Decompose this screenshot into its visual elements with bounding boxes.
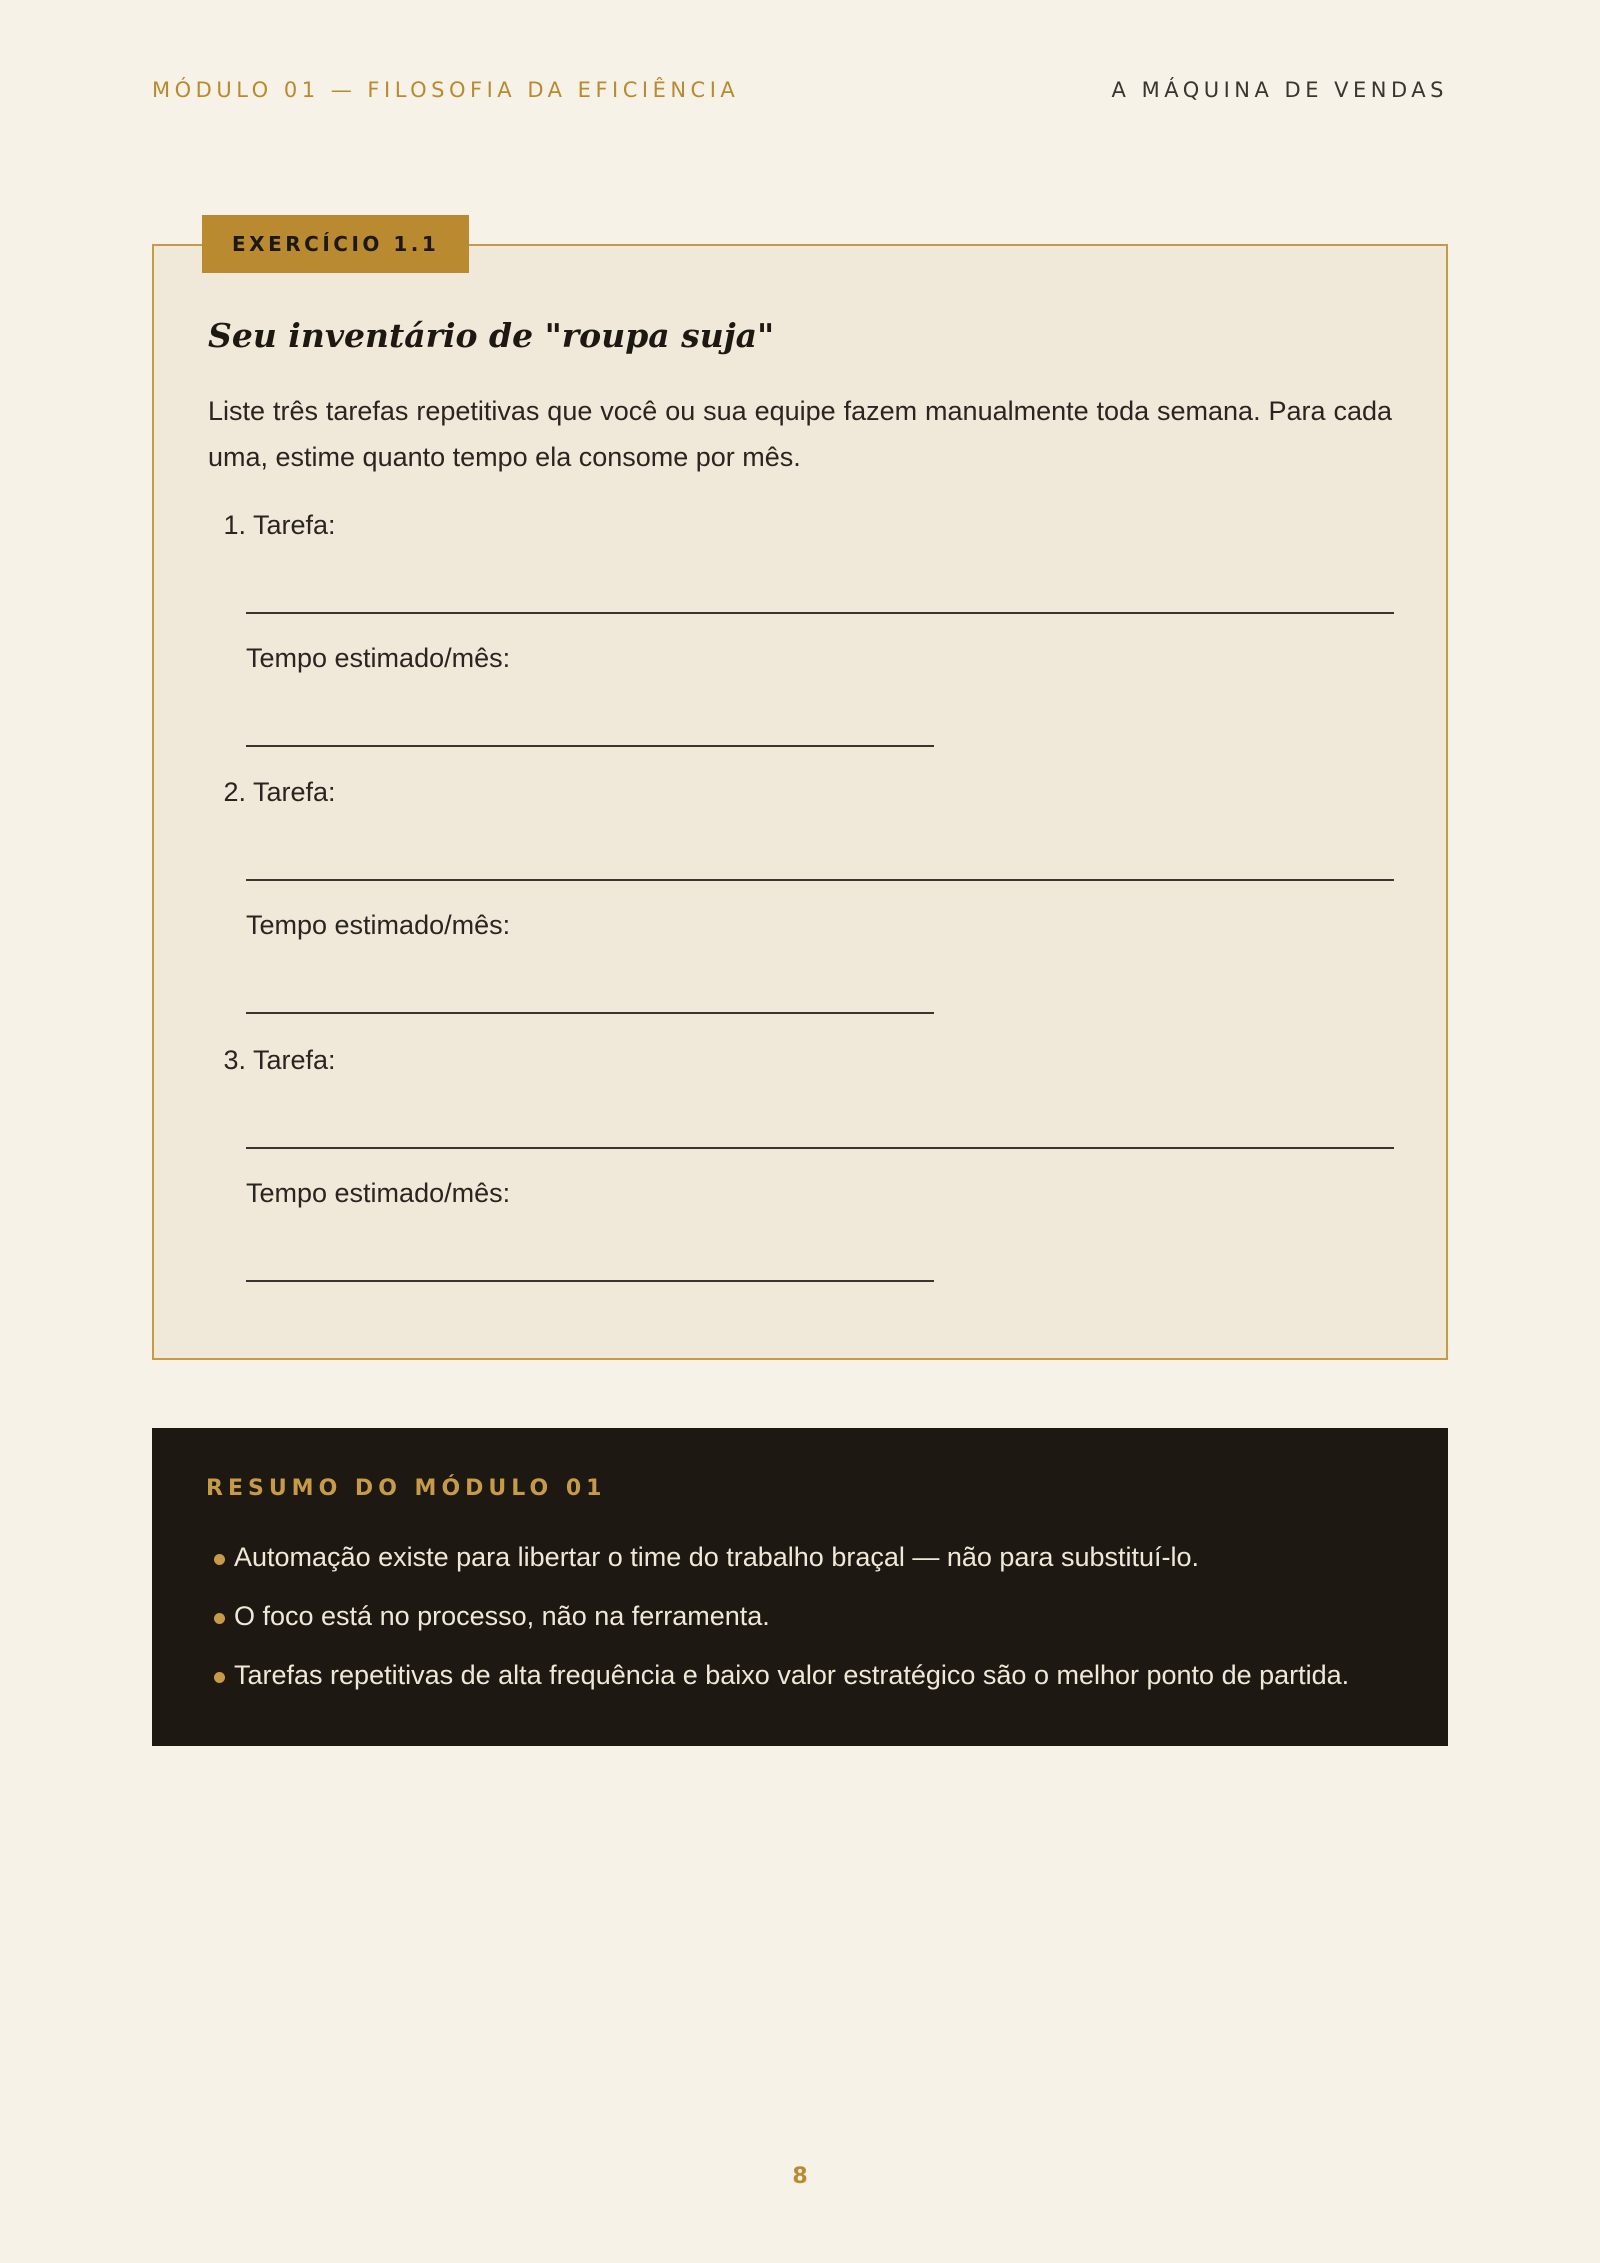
- module-label: MÓDULO 01 — FILOSOFIA DA EFICIÊNCIA: [152, 78, 740, 102]
- running-header: [152, 78, 1448, 102]
- summary-point-text: O foco está no processo, não na ferramenta.: [234, 1601, 770, 1631]
- time-answer-line-1[interactable]: [246, 745, 934, 747]
- time-label-1: Tempo estimado/mês:: [246, 643, 511, 673]
- exercise-title: Seu inventário de "roupa suja": [208, 316, 775, 355]
- module-summary: [152, 1428, 1448, 1746]
- summary-point: [214, 1587, 1349, 1646]
- book-title: A MÁQUINA DE VENDAS: [1111, 78, 1448, 102]
- page-number: 8: [792, 2164, 808, 2189]
- task-number: 3.: [223, 1045, 246, 1075]
- exercise-box: [152, 232, 1448, 1360]
- task-label-1: [208, 510, 336, 541]
- task-answer-line-2[interactable]: [246, 879, 1394, 881]
- task-number: 2.: [223, 777, 246, 807]
- summary-title: RESUMO DO MÓDULO 01: [206, 1476, 607, 1501]
- time-label-3: Tempo estimado/mês:: [246, 1178, 511, 1208]
- task-answer-line-1[interactable]: [246, 612, 1394, 614]
- time-answer-line-3[interactable]: [246, 1280, 934, 1282]
- bullet-dot-icon: [214, 1672, 225, 1683]
- task-label-2: [208, 777, 336, 808]
- task-label-3: [208, 1045, 336, 1076]
- task-label-text: Tarefa:: [253, 777, 336, 807]
- task-answer-line-3[interactable]: [246, 1147, 1394, 1149]
- task-number: 1.: [223, 510, 246, 540]
- bullet-dot-icon: [214, 1554, 225, 1565]
- exercise-intro: Liste três tarefas repetitivas que você ou sua equipe fazem manualmente toda semana. Para cada uma, estime quanto tempo ela consome por mês.: [208, 396, 1392, 472]
- time-answer-line-2[interactable]: [246, 1012, 934, 1014]
- summary-point: [214, 1528, 1349, 1587]
- task-label-text: Tarefa:: [253, 510, 336, 540]
- summary-point-text: Automação existe para libertar o time do trabalho braçal — não para substituí-lo.: [234, 1542, 1200, 1572]
- time-label-2: Tempo estimado/mês:: [246, 910, 511, 940]
- summary-point: [214, 1646, 1349, 1705]
- bullet-dot-icon: [214, 1613, 225, 1624]
- summary-list: [214, 1528, 1349, 1705]
- task-label-text: Tarefa:: [253, 1045, 336, 1075]
- exercise-tag: EXERCÍCIO 1.1: [202, 215, 469, 273]
- summary-point-text: Tarefas repetitivas de alta frequência e baixo valor estratégico são o melhor ponto de partida.: [234, 1660, 1350, 1690]
